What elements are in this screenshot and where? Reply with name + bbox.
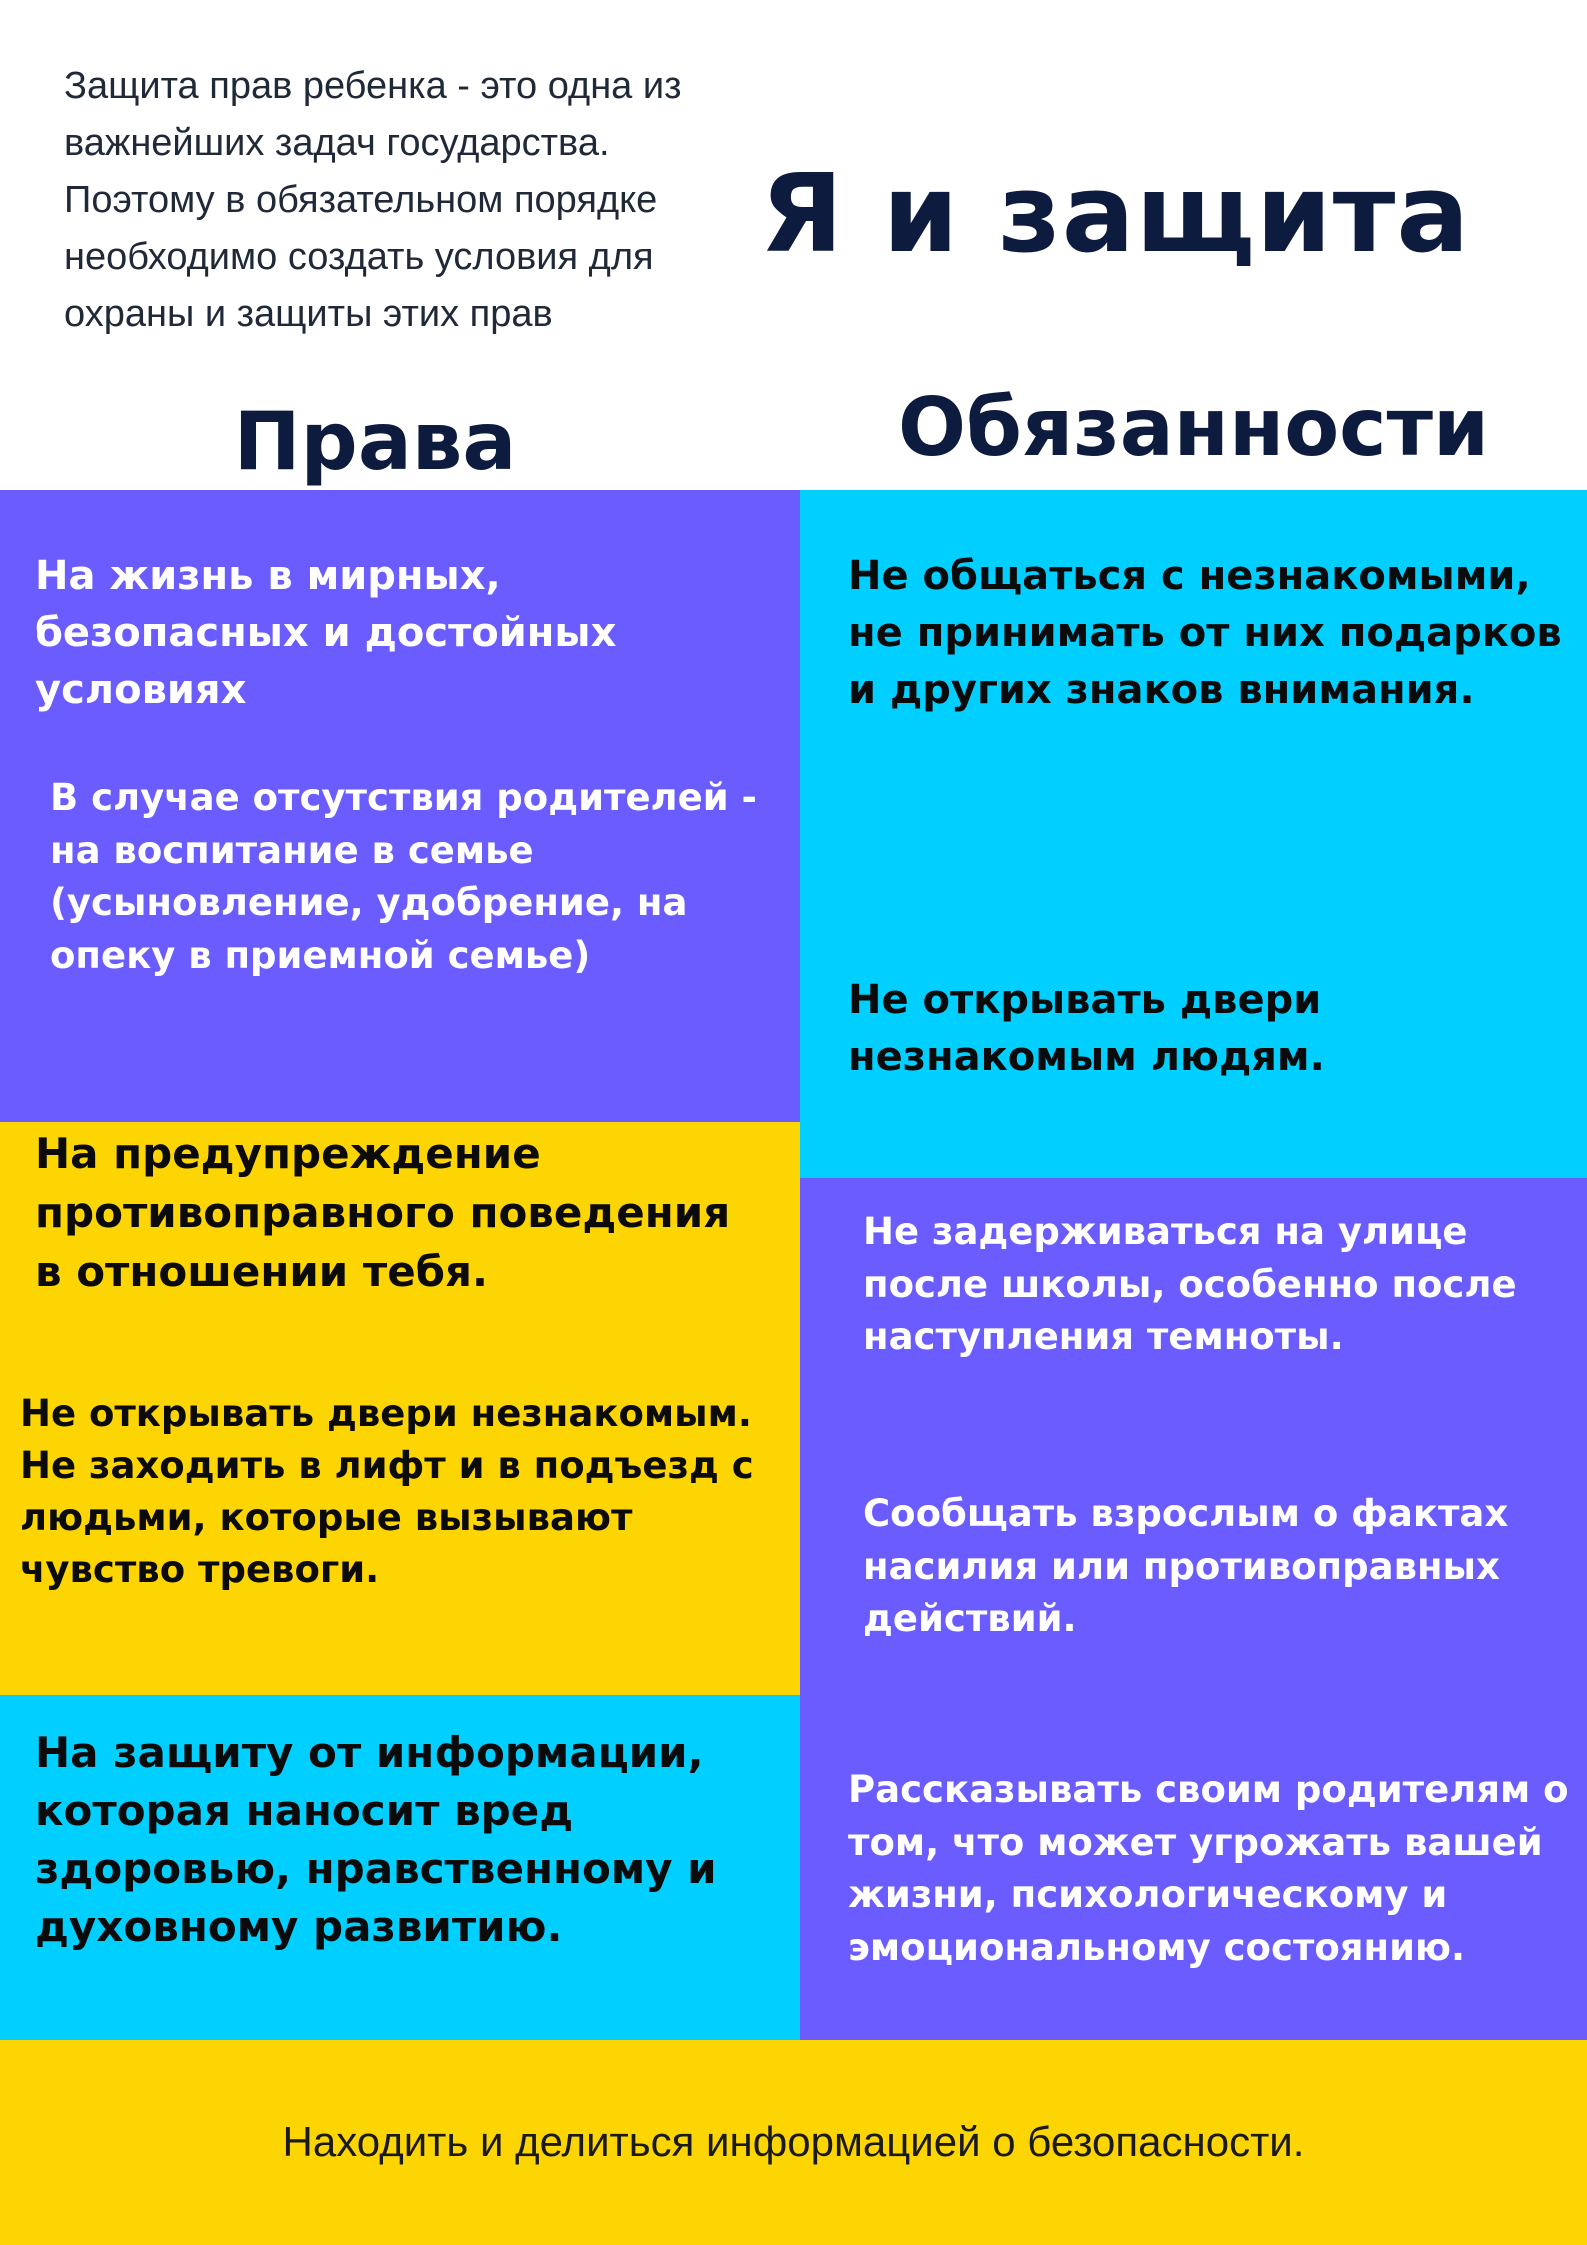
page-title: Я и защита <box>760 152 1471 277</box>
duty-item-1: Не общаться с незнакомыми, не принимать от них подарков и других знаков внимания. <box>848 553 1562 713</box>
duty-item-2: Не открывать двери незнакомым людям. <box>848 977 1325 1080</box>
duties-heading: Обязанности <box>897 381 1490 474</box>
right-item-4: Не открывать двери незнакомым. Не заходить в лифт и в подъезд с людьми, которые вызывают чувство тревоги. <box>20 1392 754 1591</box>
intro-paragraph: Защита прав ребенка - это одна из важнейших задач государства. Поэтому в обязательном порядке необходимо создать условия для охраны и защиты этих прав <box>64 65 682 335</box>
duty-item-4: Сообщать взрослым о фактах насилия или противоправных действий. <box>863 1492 1509 1640</box>
right-item-2: В случае отсутствия родителей - на воспитание в семье (усыновление, удобрение, на опеку в приемной семье) <box>50 776 757 977</box>
duty-item-5: Рассказывать своим родителям о том, что может угрожать вашей жизни, психологическому и эмоциональному состоянию. <box>848 1768 1569 1969</box>
duty-item-3: Не задерживаться на улице после школы, особенно после наступления темноты. <box>863 1210 1517 1358</box>
right-item-5: На защиту от информации, которая наносит вред здоровью, нравственному и духовному развитию. <box>35 1728 717 1951</box>
footer-text: Находить и делиться информацией о безопасности. <box>282 2118 1305 2165</box>
right-item-3: На предупреждение противоправного поведения в отношении тебя. <box>35 1129 731 1296</box>
right-item-1: На жизнь в мирных, безопасных и достойных условиях <box>35 553 617 713</box>
rights-heading: Права <box>233 395 517 488</box>
